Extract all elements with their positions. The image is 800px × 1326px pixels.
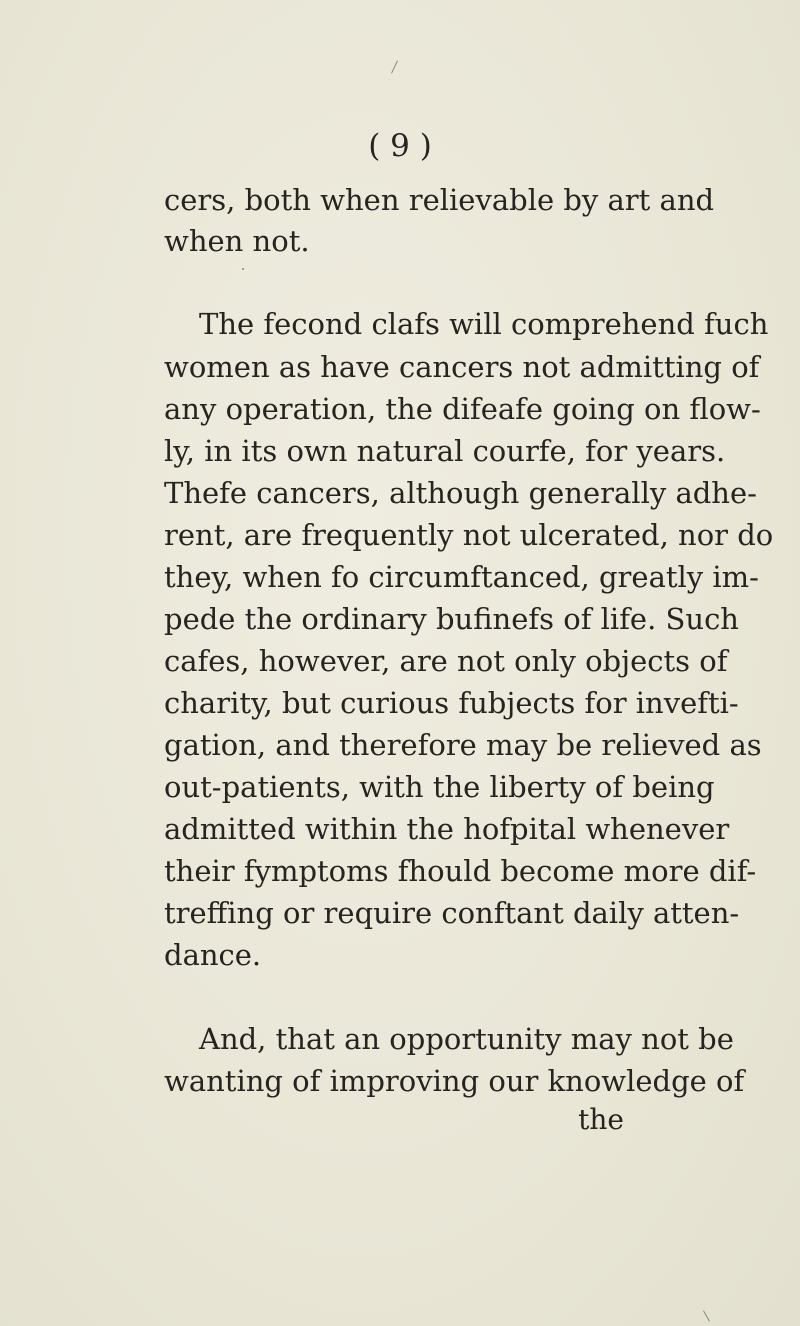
text-line: ly, in its own natural courfe, for years. <box>164 434 726 468</box>
text-line: charity, but curious fubjects for invefti- <box>164 686 739 720</box>
text-line: their fymptoms fhould become more dif- <box>164 854 757 888</box>
text-line: when not. <box>164 224 310 258</box>
page-number-header <box>0 128 800 164</box>
text-line: Thefe cancers, although generally adhe- <box>164 476 757 510</box>
paper-speck <box>703 1311 710 1322</box>
text-line: pede the ordinary bufinefs of life. Such <box>164 602 739 636</box>
text-line: gation, and therefore may be relieved as <box>164 728 762 762</box>
text-line: any operation, the difeafe going on flow- <box>164 392 761 426</box>
text-line: they, when fo circumftanced, greatly im- <box>164 560 759 594</box>
text-line: The fecond clafs will comprehend fuch <box>199 307 769 341</box>
paper-speck <box>391 60 398 73</box>
text-line: admitted within the hofpital whenever <box>164 812 730 846</box>
catchword: the <box>578 1103 624 1136</box>
paper-speck <box>242 268 244 270</box>
text-line: wanting of improving our knowledge of <box>164 1064 745 1098</box>
text-line: out-patients, with the liberty of being <box>164 770 715 804</box>
text-line: cers, both when relievable by art and <box>164 183 715 217</box>
text-line: cafes, however, are not only objects of <box>164 644 728 678</box>
text-line: rent, are frequently not ulcerated, nor do <box>164 518 774 552</box>
text-line: treffing or require conftant daily atten- <box>164 896 740 930</box>
text-line: dance. <box>164 938 262 972</box>
page-number: ( 9 ) <box>368 128 432 164</box>
text-line: And, that an opportunity may not be <box>199 1022 734 1056</box>
text-line: women as have cancers not admitting of <box>164 350 760 384</box>
